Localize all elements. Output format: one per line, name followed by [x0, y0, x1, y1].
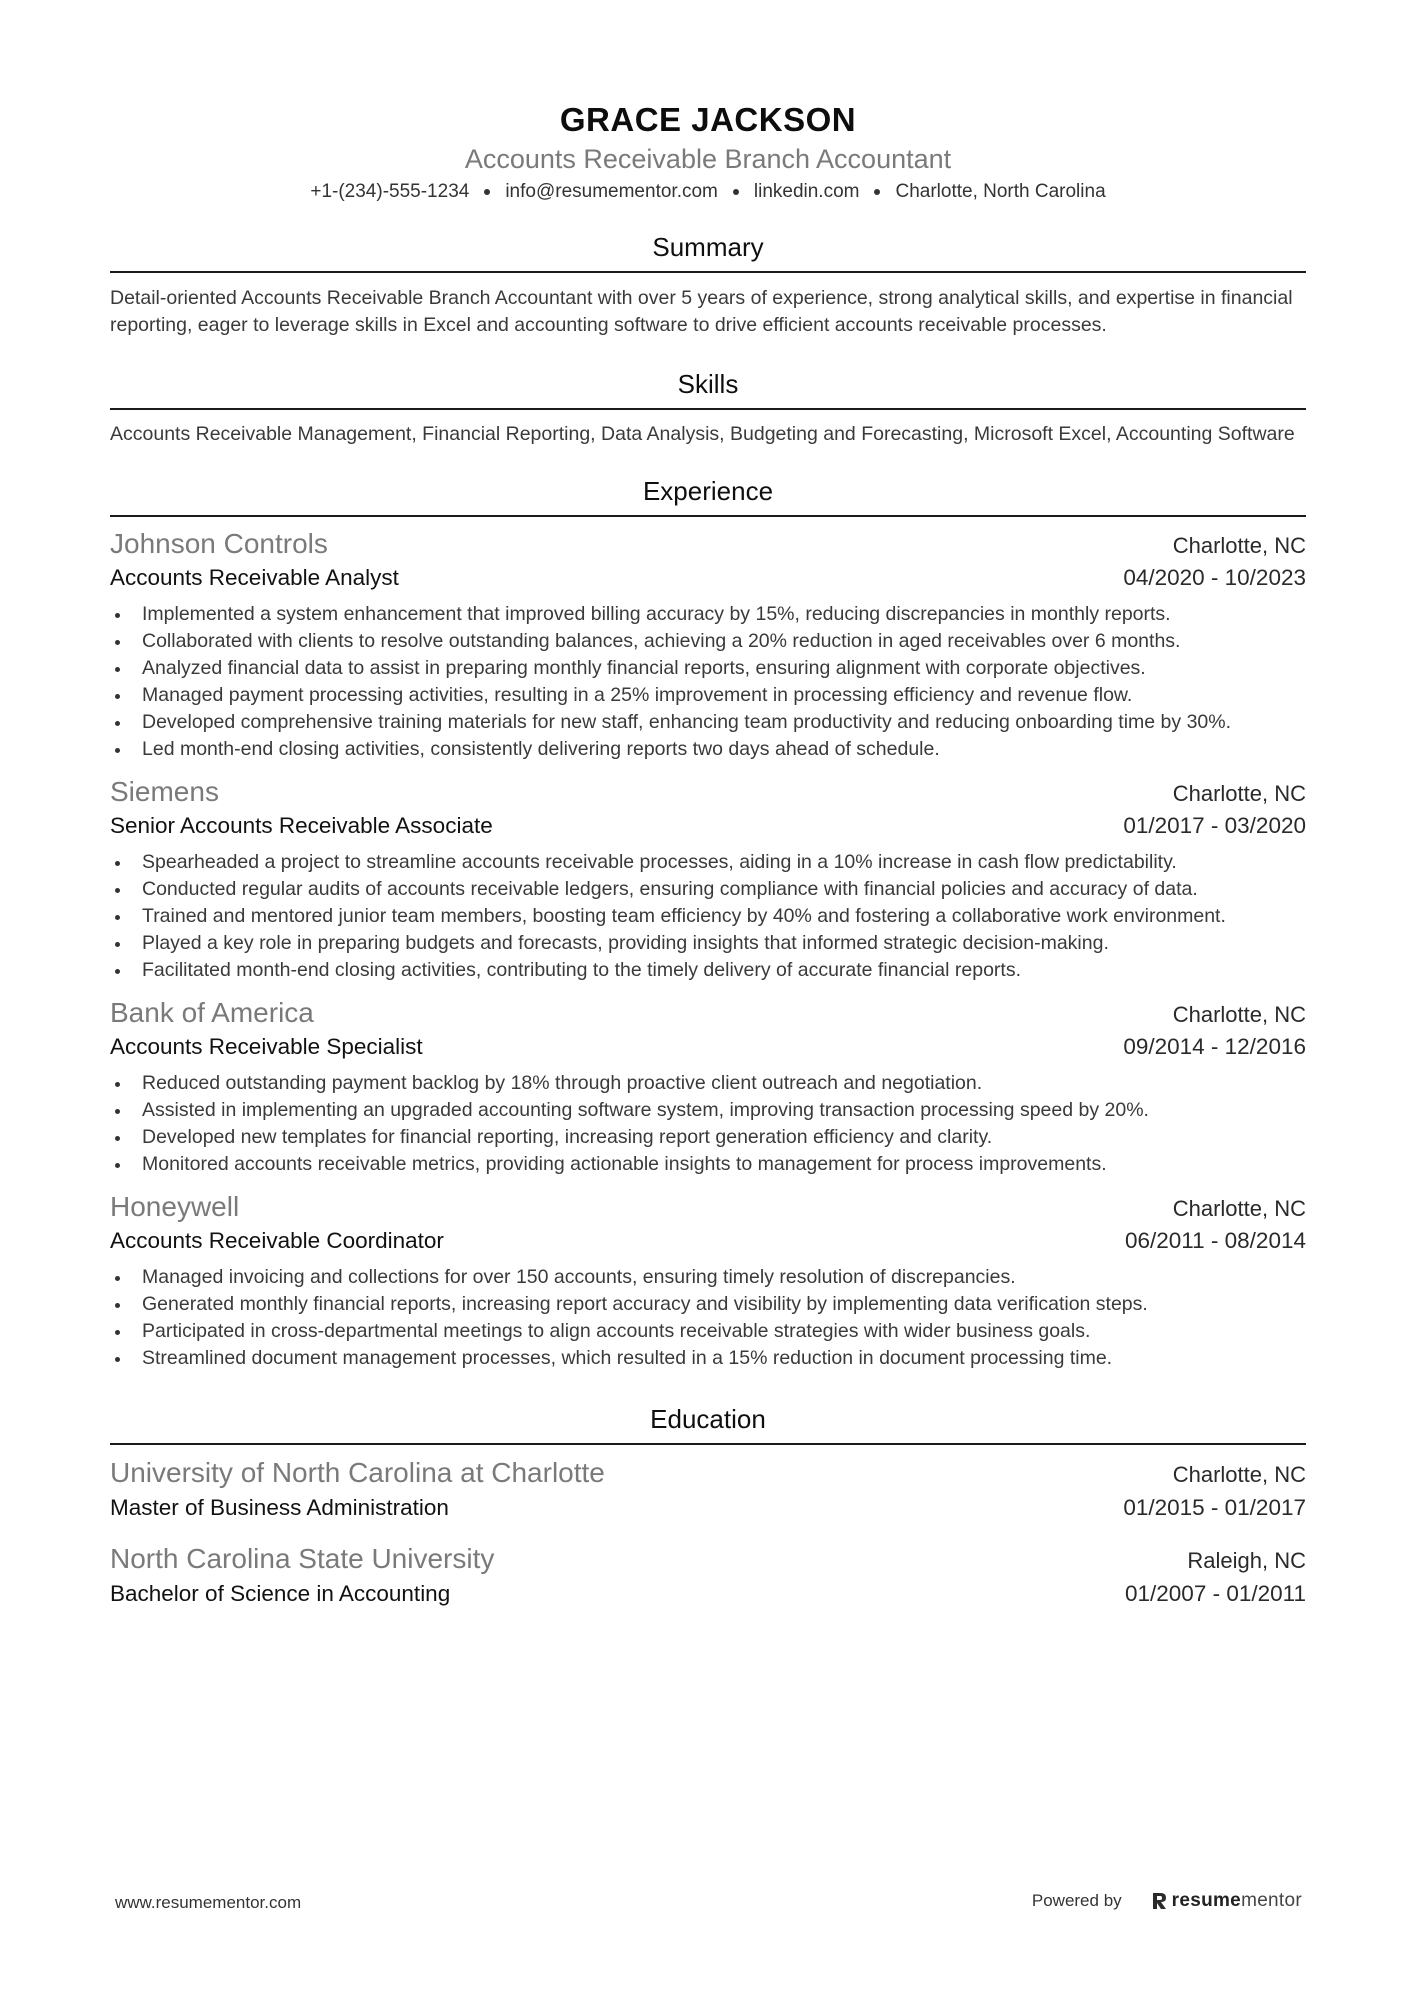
school-location: Charlotte, NC — [1172, 1462, 1306, 1487]
summary-section — [110, 230, 1306, 339]
list-item: Conducted regular audits of accounts receivable ledgers, ensuring compliance with financial policies and accuracy of data. — [110, 876, 1306, 903]
list-item: Developed comprehensive training materials for new staff, enhancing team productivity and reducing onboarding time by 30%. — [110, 709, 1306, 736]
bullet-separator — [484, 189, 490, 195]
job-location: Charlotte, NC — [1172, 1002, 1306, 1027]
school-name: North Carolina State University — [110, 1543, 495, 1574]
list-item: Played a key role in preparing budgets and forecasts, providing insights that informed strategic decision-making. — [110, 930, 1306, 957]
education-dates: 01/2007 - 01/2011 — [1125, 1581, 1306, 1606]
summary-text: Detail-oriented Accounts Receivable Branch Accountant with over 5 years of experience, strong analytical skills, and expertise in financial reporting, eager to leverage skills in Excel and accounting software to drive efficient accounts receivable processes. — [110, 287, 1293, 336]
company-name: Siemens — [110, 776, 219, 807]
bullet-separator — [874, 189, 880, 195]
list-item: Led month-end closing activities, consistently delivering reports two days ahead of schedule. — [110, 736, 1306, 763]
job-entry — [110, 1190, 1306, 1372]
company-name: Johnson Controls — [110, 528, 328, 559]
list-item: Trained and mentored junior team members, boosting team efficiency by 40% and fostering a collaborative work environment. — [110, 903, 1306, 930]
education-entry — [110, 1541, 1306, 1611]
degree-name: Bachelor of Science in Accounting — [110, 1581, 451, 1606]
list-item: Reduced outstanding payment backlog by 18% through proactive client outreach and negotiation. — [110, 1070, 1306, 1097]
footer-powered-by — [1032, 1890, 1302, 1912]
candidate-title: Accounts Receivable Branch Accountant — [464, 144, 952, 174]
job-entry — [110, 775, 1306, 984]
list-item: Facilitated month-end closing activities, contributing to the timely delivery of accurate financial reports. — [110, 957, 1306, 984]
logo-wordmark — [1172, 1890, 1302, 1912]
job-entry — [110, 527, 1306, 763]
list-item: Streamlined document management processes, which resulted in a 15% reduction in document processing time. — [110, 1345, 1306, 1372]
contact-location: Charlotte, North Carolina — [895, 181, 1106, 202]
list-item: Spearheaded a project to streamline accounts receivable processes, aiding in a 10% increase in cash flow predictability. — [110, 849, 1306, 876]
list-item: Managed payment processing activities, resulting in a 25% improvement in processing efficiency and revenue flow. — [110, 682, 1306, 709]
job-role: Accounts Receivable Specialist — [110, 1034, 423, 1059]
job-bullets — [110, 1070, 1306, 1178]
education-entry — [110, 1455, 1306, 1525]
job-location: Charlotte, NC — [1172, 1196, 1306, 1221]
resume-content — [110, 98, 1306, 1611]
company-name: Bank of America — [110, 997, 314, 1028]
school-location: Raleigh, NC — [1187, 1548, 1306, 1573]
list-item: Analyzed financial data to assist in preparing monthly financial reports, ensuring alignment with corporate objectives. — [110, 655, 1306, 682]
job-role: Accounts Receivable Analyst — [110, 565, 399, 590]
section-heading: Summary — [110, 230, 1306, 273]
footer-website[interactable]: www.resumementor.com — [115, 1893, 302, 1912]
degree-name: Master of Business Administration — [110, 1495, 449, 1520]
powered-by-label: Powered by — [1031, 1891, 1122, 1910]
contact-linkedin: linkedin.com — [753, 181, 860, 202]
school-name: University of North Carolina at Charlotte — [110, 1457, 605, 1488]
job-location: Charlotte, NC — [1172, 781, 1306, 806]
contact-line — [110, 178, 1306, 206]
section-heading: Skills — [110, 367, 1306, 410]
job-bullets — [110, 1264, 1306, 1372]
bullet-separator — [733, 189, 739, 195]
job-role: Senior Accounts Receivable Associate — [110, 813, 493, 838]
job-entry — [110, 996, 1306, 1178]
job-location: Charlotte, NC — [1172, 533, 1306, 558]
list-item: Participated in cross-departmental meetings to align accounts receivable strategies with wider business goals. — [110, 1318, 1306, 1345]
experience-section — [110, 474, 1306, 1372]
candidate-name: GRACE JACKSON — [559, 101, 857, 138]
skills-text: Accounts Receivable Management, Financial Reporting, Data Analysis, Budgeting and Forecasting, Microsoft Excel, Accounting Software — [110, 423, 1295, 445]
skills-section — [110, 367, 1306, 446]
list-item: Assisted in implementing an upgraded accounting software system, improving transaction processing speed by 20%. — [110, 1097, 1306, 1124]
resume-header — [110, 98, 1306, 206]
logo-bold: resume — [1171, 1890, 1242, 1911]
list-item: Developed new templates for financial reporting, increasing report generation efficiency and clarity. — [110, 1124, 1306, 1151]
list-item: Implemented a system enhancement that improved billing accuracy by 15%, reducing discrepancies in monthly reports. — [110, 601, 1306, 628]
education-section — [110, 1402, 1306, 1611]
resumementor-logo-icon — [1150, 1891, 1168, 1911]
list-item: Collaborated with clients to resolve outstanding balances, achieving a 20% reduction in aged receivables over 6 months. — [110, 628, 1306, 655]
list-item: Monitored accounts receivable metrics, providing actionable insights to management for process improvements. — [110, 1151, 1306, 1178]
job-dates: 09/2014 - 12/2016 — [1123, 1034, 1306, 1059]
section-heading: Education — [110, 1402, 1306, 1445]
job-dates: 01/2017 - 03/2020 — [1123, 813, 1306, 838]
list-item: Managed invoicing and collections for over 150 accounts, ensuring timely resolution of discrepancies. — [110, 1264, 1306, 1291]
education-dates: 01/2015 - 01/2017 — [1123, 1495, 1306, 1520]
contact-email: info@resumementor.com — [505, 181, 718, 202]
logo-light: mentor — [1241, 1890, 1302, 1911]
section-heading: Experience — [110, 474, 1306, 517]
resumementor-logo[interactable] — [1150, 1890, 1302, 1912]
contact-phone: +1-(234)-555-1234 — [310, 181, 470, 202]
list-item: Generated monthly financial reports, increasing report accuracy and visibility by implementing data verification steps. — [110, 1291, 1306, 1318]
company-name: Honeywell — [110, 1191, 240, 1222]
job-dates: 04/2020 - 10/2023 — [1123, 565, 1306, 590]
job-bullets — [110, 601, 1306, 763]
job-bullets — [110, 849, 1306, 984]
job-dates: 06/2011 - 08/2014 — [1125, 1228, 1306, 1253]
job-role: Accounts Receivable Coordinator — [110, 1228, 444, 1253]
